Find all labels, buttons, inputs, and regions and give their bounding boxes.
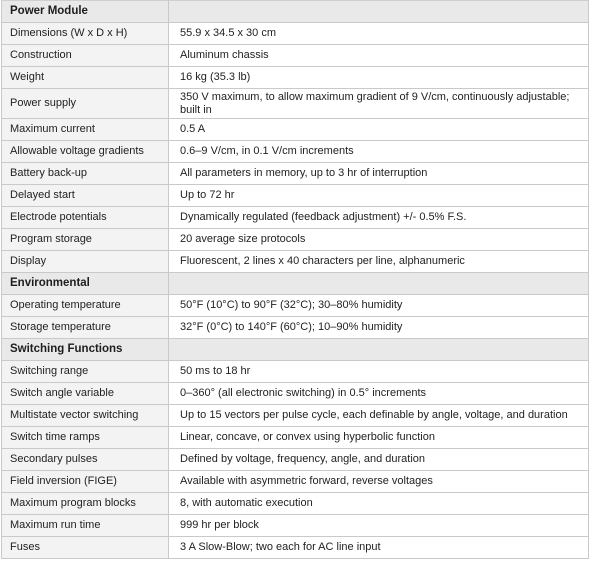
spec-label: Construction (2, 45, 169, 67)
spec-value: Defined by voltage, frequency, angle, and duration (169, 449, 589, 471)
spec-value: 999 hr per block (169, 515, 589, 537)
spec-table (1, 0, 589, 559)
spec-label: Weight (2, 67, 169, 89)
section-header-row (2, 339, 589, 361)
spec-label: Switch angle variable (2, 383, 169, 405)
spec-value: Available with asymmetric forward, reverse voltages (169, 471, 589, 493)
spec-label: Multistate vector switching (2, 405, 169, 427)
table-row (2, 23, 589, 45)
spec-value: Up to 72 hr (169, 185, 589, 207)
spec-label: Maximum run time (2, 515, 169, 537)
table-row (2, 515, 589, 537)
section-title: Switching Functions (2, 339, 169, 361)
section-header-row (2, 1, 589, 23)
spec-label: Operating temperature (2, 295, 169, 317)
table-row (2, 185, 589, 207)
spec-table-body (2, 1, 589, 559)
spec-value: 0.5 A (169, 119, 589, 141)
spec-label: Delayed start (2, 185, 169, 207)
spec-value: Linear, concave, or convex using hyperbolic function (169, 427, 589, 449)
spec-label: Power supply (2, 89, 169, 119)
spec-label: Battery back-up (2, 163, 169, 185)
section-header-empty-cell (169, 273, 589, 295)
table-row (2, 229, 589, 251)
table-row (2, 67, 589, 89)
table-row (2, 317, 589, 339)
table-row (2, 537, 589, 559)
table-row (2, 163, 589, 185)
spec-value: 50 ms to 18 hr (169, 361, 589, 383)
spec-label: Field inversion (FIGE) (2, 471, 169, 493)
table-row (2, 141, 589, 163)
spec-value: 350 V maximum, to allow maximum gradient of 9 V/cm, continuously adjustable; built in (169, 89, 589, 119)
table-row (2, 89, 589, 119)
section-header-row (2, 273, 589, 295)
spec-label: Switching range (2, 361, 169, 383)
table-row (2, 493, 589, 515)
table-row (2, 295, 589, 317)
spec-value: 20 average size protocols (169, 229, 589, 251)
section-title: Environmental (2, 273, 169, 295)
table-row (2, 45, 589, 67)
spec-value: 16 kg (35.3 lb) (169, 67, 589, 89)
table-row (2, 449, 589, 471)
spec-label: Switch time ramps (2, 427, 169, 449)
table-row (2, 405, 589, 427)
spec-label: Allowable voltage gradients (2, 141, 169, 163)
spec-value: 3 A Slow-Blow; two each for AC line input (169, 537, 589, 559)
section-header-empty-cell (169, 1, 589, 23)
spec-value: Up to 15 vectors per pulse cycle, each definable by angle, voltage, and duration (169, 405, 589, 427)
table-row (2, 427, 589, 449)
spec-value: 50°F (10°C) to 90°F (32°C); 30–80% humidity (169, 295, 589, 317)
spec-label: Electrode potentials (2, 207, 169, 229)
spec-label: Dimensions (W x D x H) (2, 23, 169, 45)
table-row (2, 383, 589, 405)
spec-value: 0.6–9 V/cm, in 0.1 V/cm increments (169, 141, 589, 163)
spec-value: 32°F (0°C) to 140°F (60°C); 10–90% humidity (169, 317, 589, 339)
spec-value: 55.9 x 34.5 x 30 cm (169, 23, 589, 45)
table-row (2, 207, 589, 229)
table-row (2, 361, 589, 383)
spec-value: All parameters in memory, up to 3 hr of interruption (169, 163, 589, 185)
spec-label: Program storage (2, 229, 169, 251)
spec-value: Aluminum chassis (169, 45, 589, 67)
spec-value: 0–360° (all electronic switching) in 0.5° increments (169, 383, 589, 405)
spec-label: Secondary pulses (2, 449, 169, 471)
section-title: Power Module (2, 1, 169, 23)
spec-label: Display (2, 251, 169, 273)
table-row (2, 119, 589, 141)
section-header-empty-cell (169, 339, 589, 361)
spec-label: Storage temperature (2, 317, 169, 339)
spec-label: Maximum program blocks (2, 493, 169, 515)
spec-value: 8, with automatic execution (169, 493, 589, 515)
table-row (2, 471, 589, 493)
spec-label: Fuses (2, 537, 169, 559)
spec-value: Fluorescent, 2 lines x 40 characters per line, alphanumeric (169, 251, 589, 273)
spec-value: Dynamically regulated (feedback adjustment) +/- 0.5% F.S. (169, 207, 589, 229)
table-row (2, 251, 589, 273)
spec-label: Maximum current (2, 119, 169, 141)
